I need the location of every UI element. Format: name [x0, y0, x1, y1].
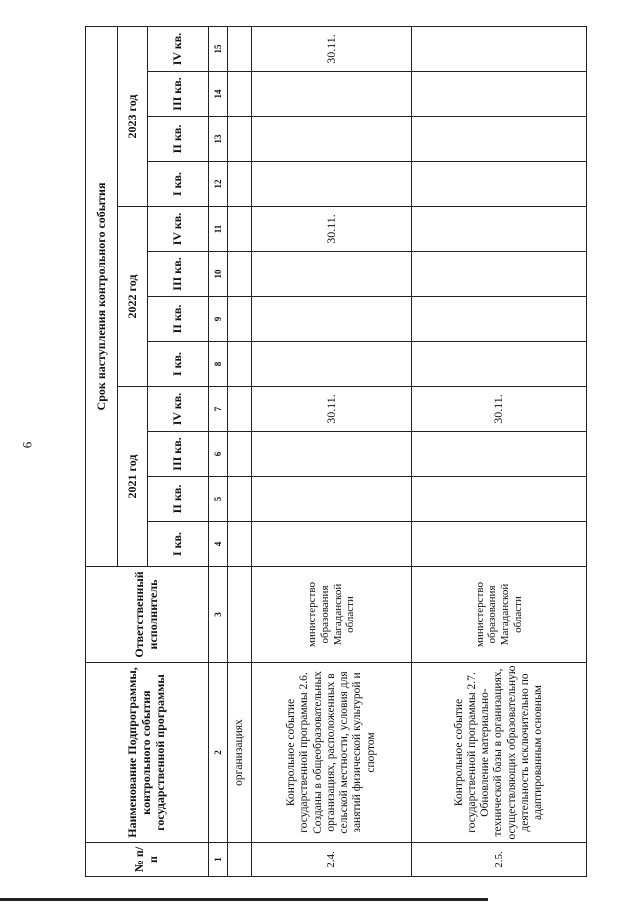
continuation-text: организациях: [228, 663, 252, 843]
responsible-executor: министерство образования Магаданской области: [252, 567, 412, 663]
column-number: 11: [209, 207, 228, 252]
date-cell: [412, 522, 587, 567]
column-number: 13: [209, 117, 228, 162]
page-number: 6: [19, 441, 35, 449]
control-events-table: [85, 26, 587, 877]
header-quarter: I кв.: [148, 522, 209, 567]
header-responsible: Ответственный исполнитель: [86, 567, 209, 663]
column-number: 14: [209, 72, 228, 117]
header-num: № п/п: [86, 843, 209, 877]
header-quarter: IV кв.: [148, 387, 209, 432]
date-cell: [252, 162, 412, 207]
header-quarter: IV кв.: [148, 26, 209, 71]
date-cell: [412, 117, 587, 162]
date-cell: 30.11.: [252, 387, 412, 432]
footer-rule: [0, 898, 488, 901]
header-quarter: I кв.: [148, 342, 209, 387]
header-year-2021: 2021 год: [118, 387, 148, 567]
date-cell: 30.11.: [252, 26, 412, 71]
date-cell: [252, 432, 412, 477]
date-cell: [412, 342, 587, 387]
column-number: 8: [209, 342, 228, 387]
column-number: 3: [209, 567, 228, 663]
column-number: 10: [209, 252, 228, 297]
table-row: [412, 26, 587, 876]
header-name: Наименование Подпрограммы, контрольного события государственной программы: [86, 663, 209, 843]
date-cell: [252, 342, 412, 387]
date-cell: [412, 432, 587, 477]
date-cell: [252, 72, 412, 117]
date-cell: [252, 477, 412, 522]
column-number: 7: [209, 387, 228, 432]
column-number: 15: [209, 26, 228, 71]
column-number: 5: [209, 477, 228, 522]
table-row: [252, 26, 412, 876]
column-number: 1: [209, 843, 228, 877]
date-cell: [412, 26, 587, 71]
date-cell: [412, 297, 587, 342]
event-name: Контрольное событие государственной программы 2.6. Созданы в общеобразовательных организациях, расположенных в сельской местности, условия для занятий физической культурой и спортом: [252, 663, 412, 843]
column-number: 4: [209, 522, 228, 567]
header-quarter: I кв.: [148, 162, 209, 207]
event-name: Контрольное событие государственной программы 2.7. Обновление материально-технической базы в организациях, осуществляющих образовательную деятельность исключительно по адаптированным основным: [412, 663, 587, 843]
header-quarter: II кв.: [148, 297, 209, 342]
date-cell: [412, 252, 587, 297]
date-cell: 30.11.: [412, 387, 587, 432]
header-quarter: IV кв.: [148, 207, 209, 252]
header-quarter: III кв.: [148, 252, 209, 297]
header-year-2023: 2023 год: [118, 26, 148, 206]
header-deadline: Срок наступления контрольного события: [86, 26, 118, 566]
date-cell: [412, 477, 587, 522]
column-number: 12: [209, 162, 228, 207]
date-cell: [252, 297, 412, 342]
rotated-page: [85, 27, 575, 877]
header-quarter: II кв.: [148, 477, 209, 522]
date-cell: [252, 522, 412, 567]
header-quarter: III кв.: [148, 432, 209, 477]
date-cell: [412, 72, 587, 117]
responsible-executor: министерство образования Магаданской области: [412, 567, 587, 663]
column-number: 6: [209, 432, 228, 477]
date-cell: 30.11.: [252, 207, 412, 252]
column-number: 2: [209, 663, 228, 843]
date-cell: [412, 207, 587, 252]
row-number: 2.5.: [412, 843, 587, 877]
date-cell: [412, 162, 587, 207]
header-quarter: III кв.: [148, 72, 209, 117]
header-year-2022: 2022 год: [118, 207, 148, 387]
date-cell: [252, 252, 412, 297]
row-number: 2.4.: [252, 843, 412, 877]
date-cell: [252, 117, 412, 162]
header-quarter: II кв.: [148, 117, 209, 162]
table-row: [228, 26, 252, 876]
column-number: 9: [209, 297, 228, 342]
